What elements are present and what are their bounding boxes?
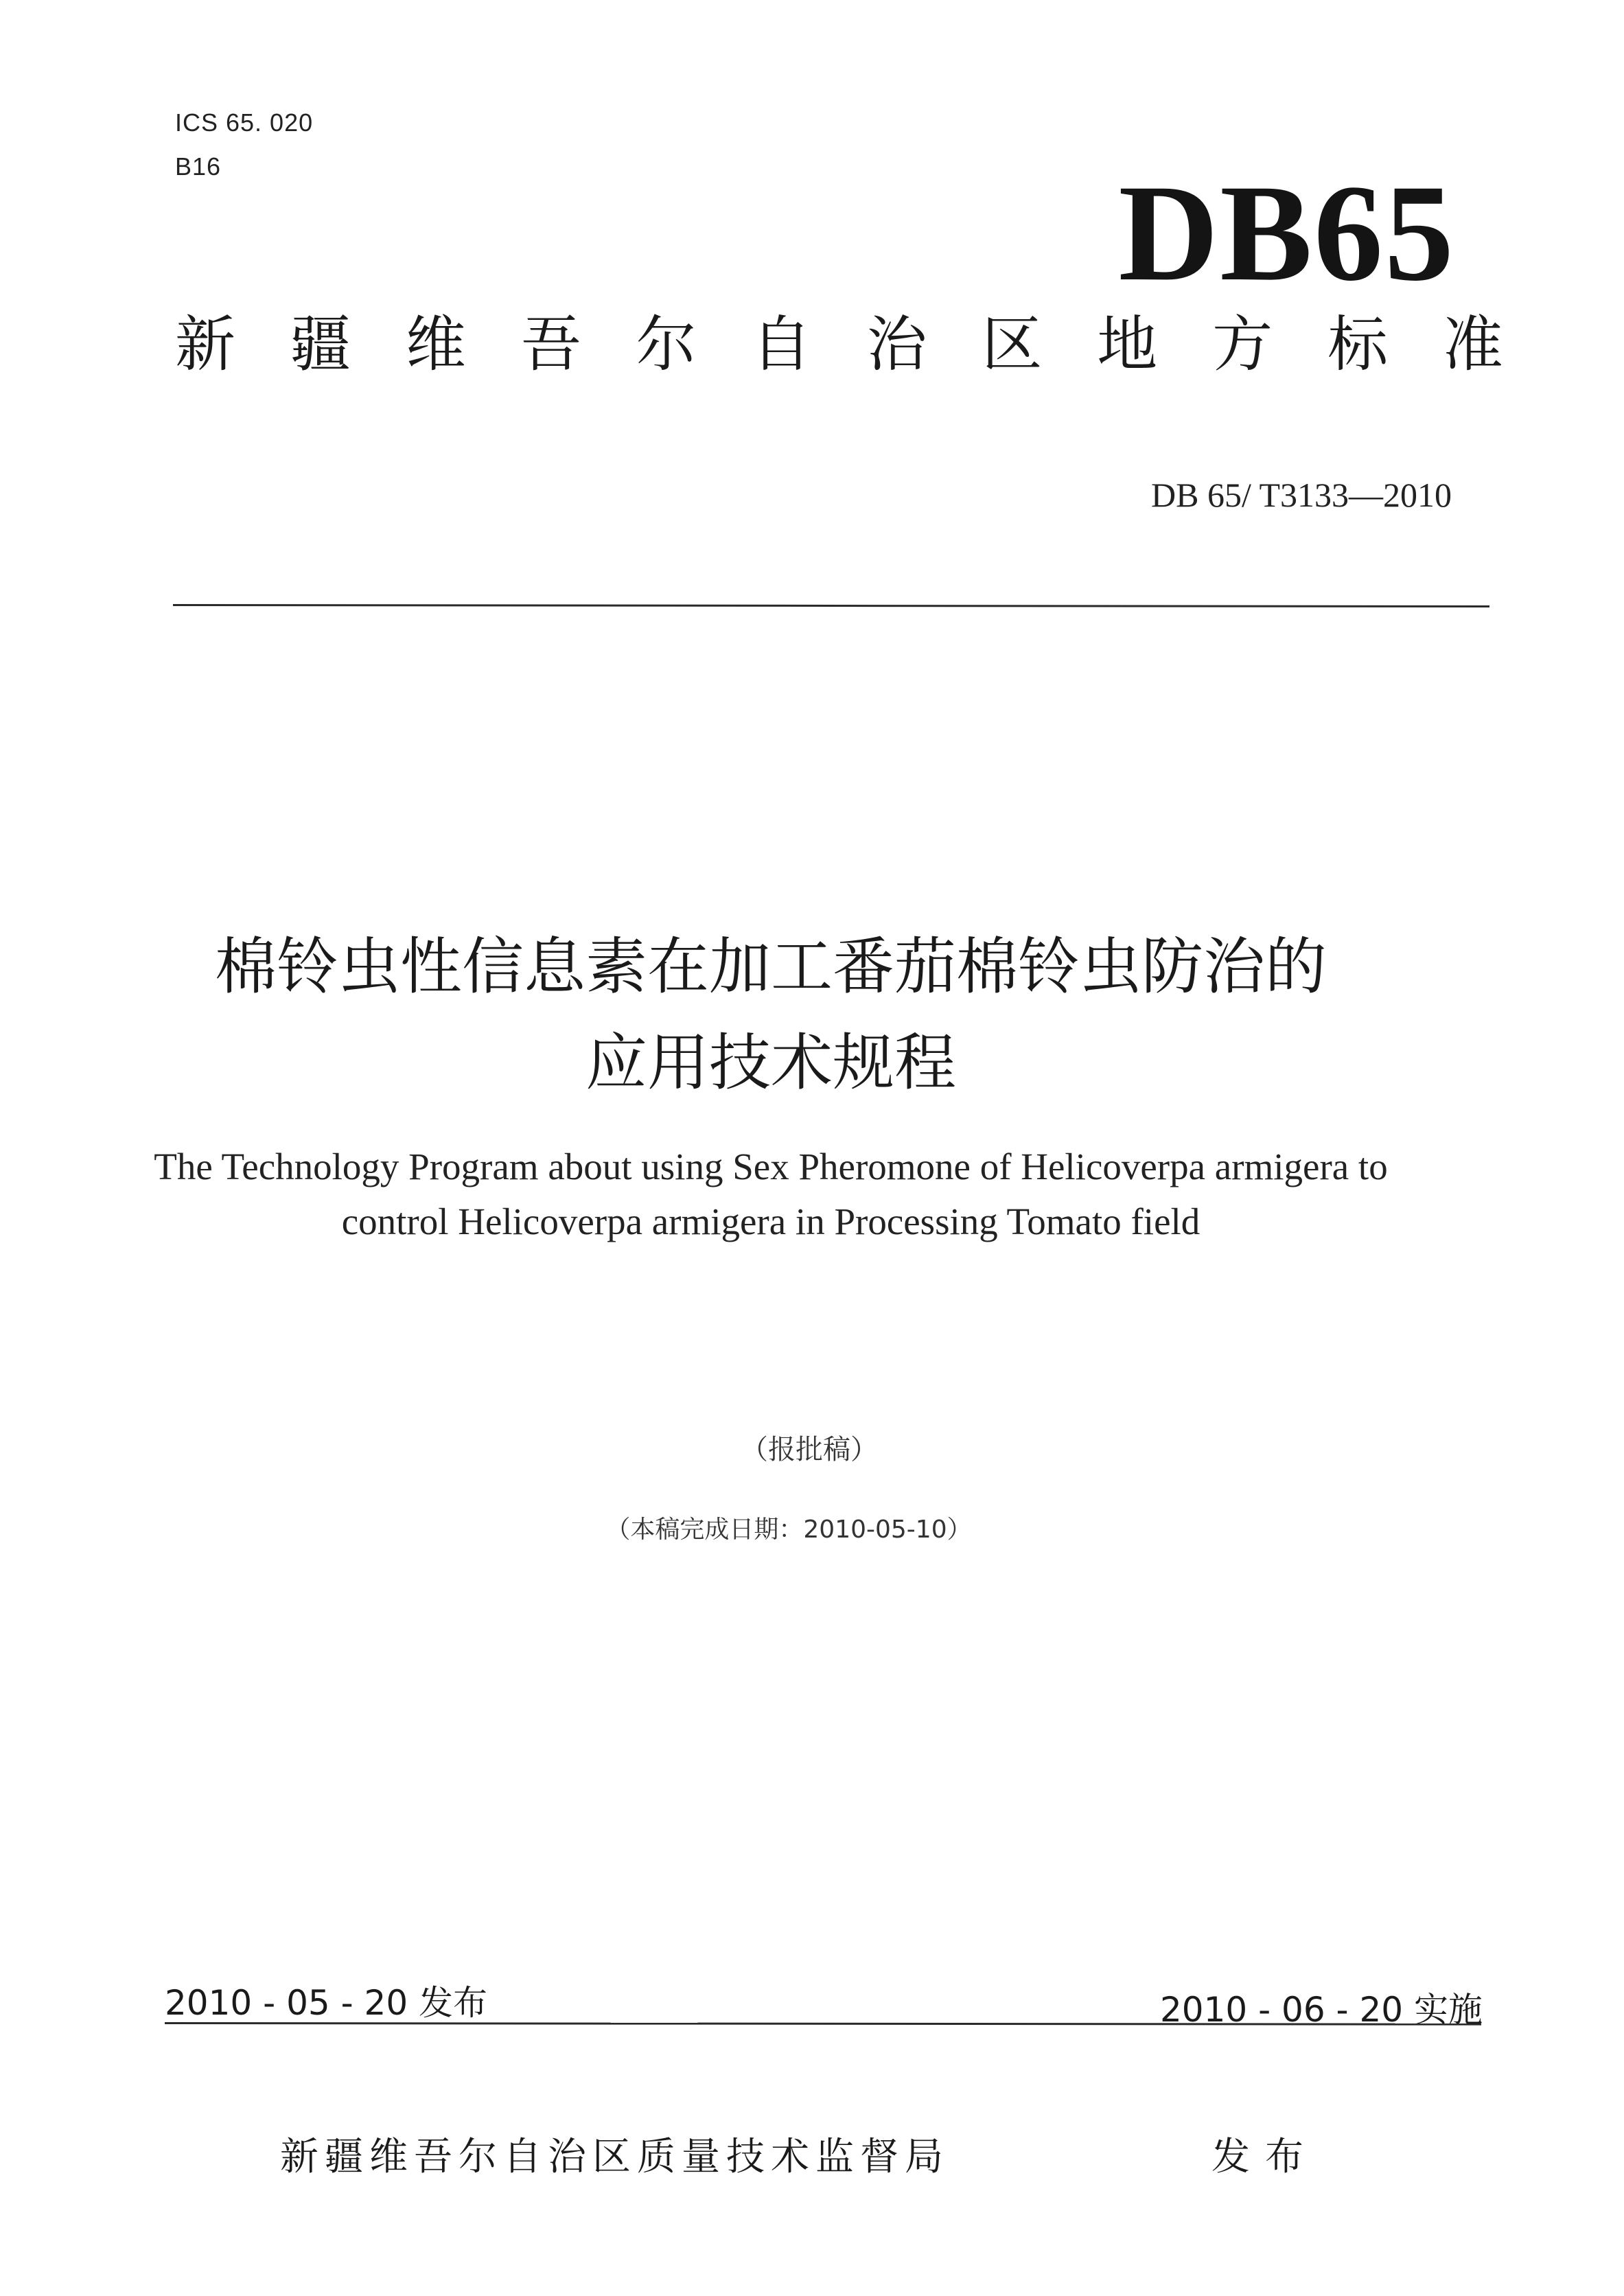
ics-code: ICS 65. 020 [175, 108, 314, 137]
title-en-line-1: The Technology Program about using Sex Pheromone of Helicoverpa armigera to [154, 1146, 1388, 1187]
completion-date: （本稿完成日期：2010-05-10） [605, 1516, 972, 1544]
issuing-authority: 新疆维吾尔自治区质量技术监督局 [280, 2135, 949, 2179]
implementation-date: 2010 - 06 - 20 实施 [1159, 1990, 1483, 2030]
issue-action: 发布 [1211, 2135, 1319, 2179]
title-cn-line-1: 棉铃虫性信息素在加工番茄棉铃虫防治的 [215, 931, 1327, 1003]
title-en-line-2: control Helicoverpa armigera in Processing Tomato field [341, 1201, 1200, 1242]
standard-type-heading: 新 疆 维 吾 尔 自 治 区 地 方 标 准 [175, 309, 1503, 380]
header-divider [173, 604, 1489, 607]
standard-number: DB 65/ T3133—2010 [1151, 476, 1452, 514]
db-logo: DB65 [1118, 156, 1455, 310]
ccs-code: B16 [175, 152, 222, 181]
issue-date: 2010 - 05 - 20 发布 [165, 1983, 488, 2023]
draft-status: （报批稿） [741, 1434, 878, 1465]
title-cn-line-2: 应用技术规程 [585, 1027, 956, 1099]
